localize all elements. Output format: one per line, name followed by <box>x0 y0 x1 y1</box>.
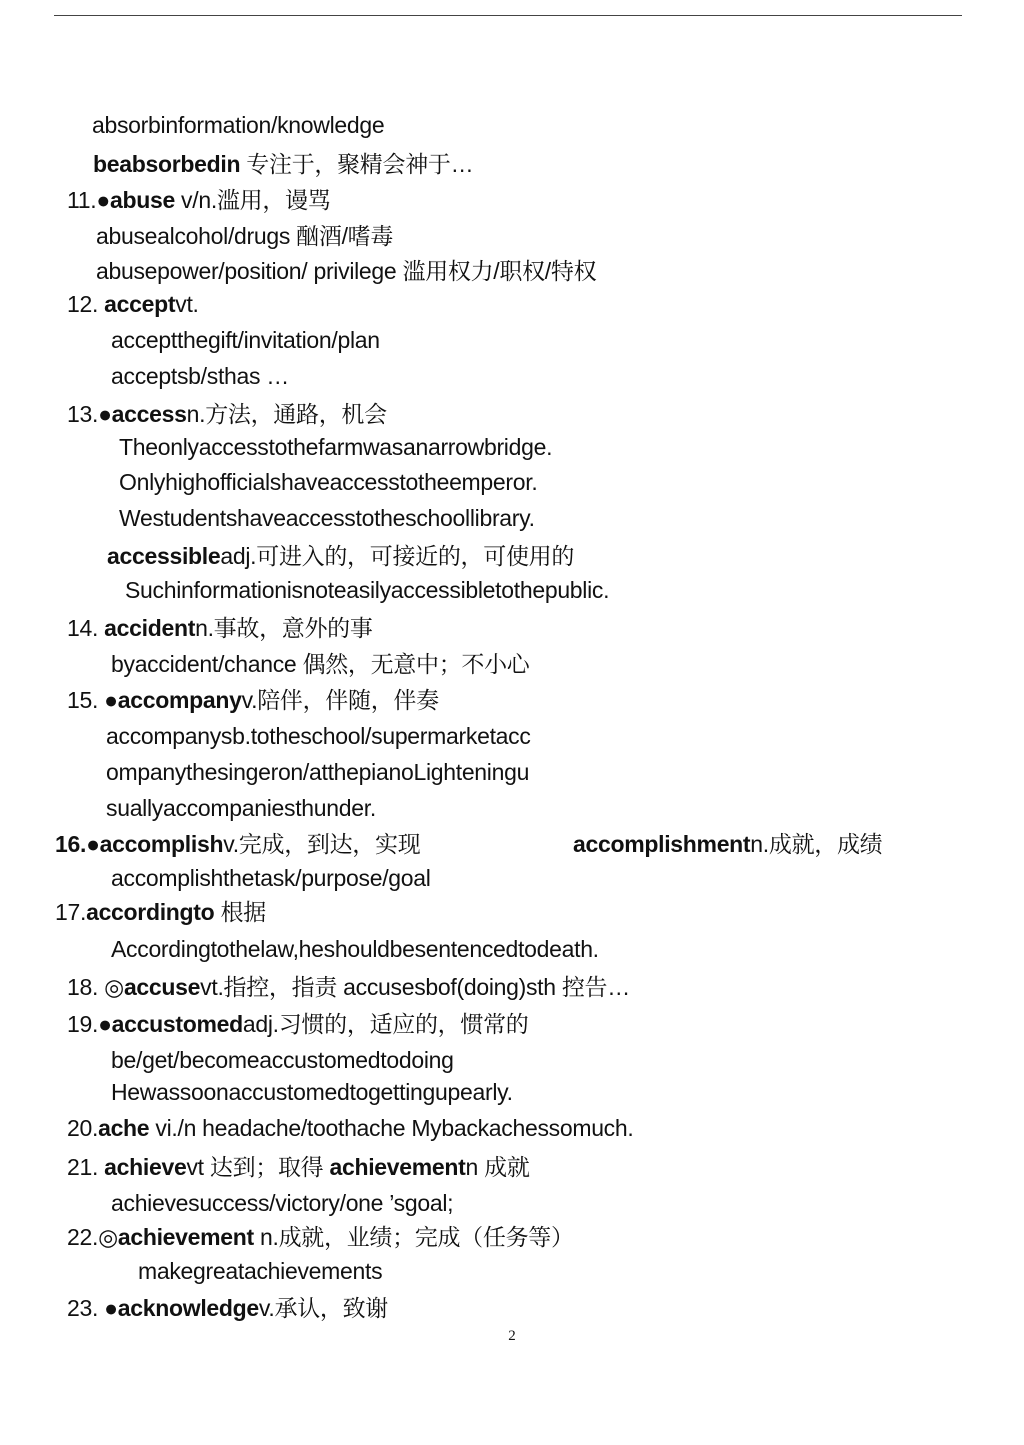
text-line: accompanysb.totheschool/supermarketacc <box>106 723 531 749</box>
entry-heading: 20.ache vi./n headache/toothache Mybackachessomuch. <box>67 1115 634 1141</box>
example-sentence: Accordingtothelaw,heshouldbesentencedtodeath. <box>111 936 599 962</box>
text-line: suallyaccompaniesthunder. <box>106 795 376 821</box>
text-line: acceptthegift/invitation/plan <box>111 327 380 353</box>
text-line: abusealcohol/drugs 酗酒/嗜毒 <box>96 223 394 249</box>
entry-heading: 13.●accessn.方法，通路，机会 <box>67 401 387 427</box>
text-line: be/get/becomeaccustomedtodoing <box>111 1047 454 1073</box>
example-sentence: Suchinformationisnoteasilyaccessibletothepublic. <box>125 577 610 603</box>
text-line: beabsorbedin 专注于，聚精会神于… <box>93 151 474 177</box>
header-rule <box>54 15 962 16</box>
text-line: makegreatachievements <box>138 1258 383 1284</box>
entry-heading: 18. ◎accusevt.指控，指责 accusesbof(doing)sth 控告… <box>67 974 630 1000</box>
text-line: accomplishmentn.成就，成绩 <box>573 831 883 857</box>
entry-heading: 21. achievevt 达到；取得 achievementn 成就 <box>67 1154 530 1180</box>
text-line: ompanythesingeron/atthepianoLighteningu <box>106 759 530 785</box>
example-sentence: Westudentshaveaccesstotheschoollibrary. <box>119 505 535 531</box>
entry-heading: 15. ●accompanyv.陪伴，伴随，伴奏 <box>67 687 439 713</box>
entry-heading: 22.◎achievement n.成就，业绩；完成（任务等） <box>67 1224 574 1250</box>
text-line: achievesuccess/victory/one ’sgoal; <box>111 1190 454 1216</box>
text-line: abusepower/position/ privilege 滥用权力/职权/特权 <box>96 258 597 284</box>
text-line: accomplishthetask/purpose/goal <box>111 865 431 891</box>
page-number: 2 <box>508 1328 516 1344</box>
example-sentence: Theonlyaccesstothefarmwasanarrowbridge. <box>119 434 553 460</box>
entry-heading: 12. acceptvt. <box>67 291 199 317</box>
text-line: acceptsb/sthas … <box>111 363 290 389</box>
entry-heading: 23. ●acknowledgev.承认，致谢 <box>67 1295 388 1321</box>
entry-heading: 17.accordingto 根据 <box>55 899 266 925</box>
example-sentence: Onlyhighofficialshaveaccesstotheemperor. <box>119 469 538 495</box>
entry-heading: 11.●abuse v/n.滥用，谩骂 <box>67 187 331 213</box>
entry-heading: 19.●accustomedadj.习惯的，适应的，惯常的 <box>67 1011 529 1037</box>
text-line: accessibleadj.可进入的，可接近的，可使用的 <box>107 543 575 569</box>
entry-heading: 14. accidentn.事故，意外的事 <box>67 615 373 641</box>
text-line: byaccident/chance 偶然，无意中；不小心 <box>111 651 530 677</box>
entry-heading: 16.●accomplishv.完成，到达，实现 <box>55 831 421 857</box>
text-line: absorbinformation/knowledge <box>92 112 385 138</box>
example-sentence: Hewassoonaccustomedtogettingupearly. <box>111 1079 513 1105</box>
